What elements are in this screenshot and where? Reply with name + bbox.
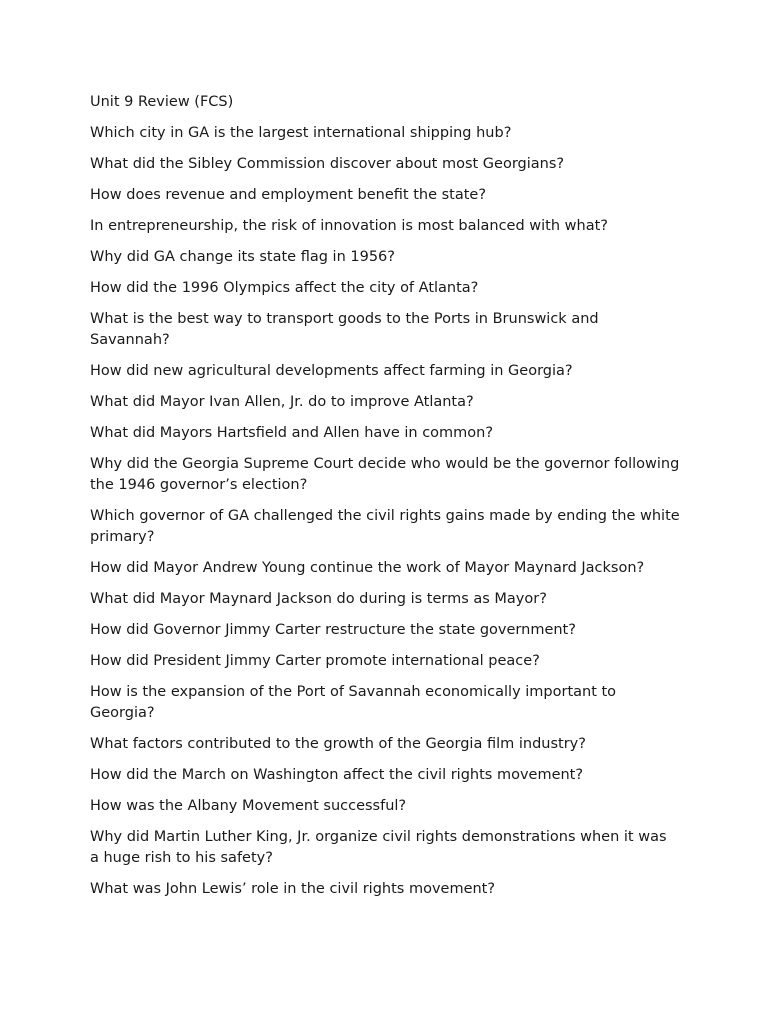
question-item: What was John Lewis’ role in the civil rights movement? [90, 881, 496, 897]
document-title: Unit 9 Review (FCS) [90, 94, 234, 110]
question-item: Why did the Georgia Supreme Court decide who would be the governor following the 1946 governor’s election? [90, 456, 680, 493]
question-item: What factors contributed to the growth of the Georgia film industry? [90, 736, 586, 752]
question-item: Which governor of GA challenged the civil rights gains made by ending the white primary? [90, 508, 680, 545]
question-item: How did Mayor Andrew Young continue the work of Mayor Maynard Jackson? [90, 560, 645, 576]
question-item: How did President Jimmy Carter promote international peace? [90, 653, 540, 669]
question-item: Which city in GA is the largest international shipping hub? [90, 125, 512, 141]
question-item: How did Governor Jimmy Carter restructure the state government? [90, 622, 576, 638]
question-item: How did the March on Washington affect the civil rights movement? [90, 767, 584, 783]
question-item: How does revenue and employment benefit the state? [90, 187, 487, 203]
question-item: What did the Sibley Commission discover about most Georgians? [90, 156, 565, 172]
question-item: In entrepreneurship, the risk of innovation is most balanced with what? [90, 218, 608, 234]
question-item: Why did Martin Luther King, Jr. organize civil rights demonstrations when it was a huge rish to his safety? [90, 829, 667, 866]
document-page [90, 92, 680, 910]
question-item: How did new agricultural developments affect farming in Georgia? [90, 363, 573, 379]
question-item: How did the 1996 Olympics affect the city of Atlanta? [90, 280, 479, 296]
question-item: What did Mayor Maynard Jackson do during is terms as Mayor? [90, 591, 547, 607]
question-list [90, 123, 680, 900]
question-item: How is the expansion of the Port of Savannah economically important to Georgia? [90, 684, 617, 721]
question-item: What did Mayors Hartsfield and Allen have in common? [90, 425, 494, 441]
question-item: What is the best way to transport goods to the Ports in Brunswick and Savannah? [90, 311, 599, 348]
question-item: Why did GA change its state flag in 1956? [90, 249, 395, 265]
question-item: What did Mayor Ivan Allen, Jr. do to improve Atlanta? [90, 394, 474, 410]
question-item: How was the Albany Movement successful? [90, 798, 407, 814]
